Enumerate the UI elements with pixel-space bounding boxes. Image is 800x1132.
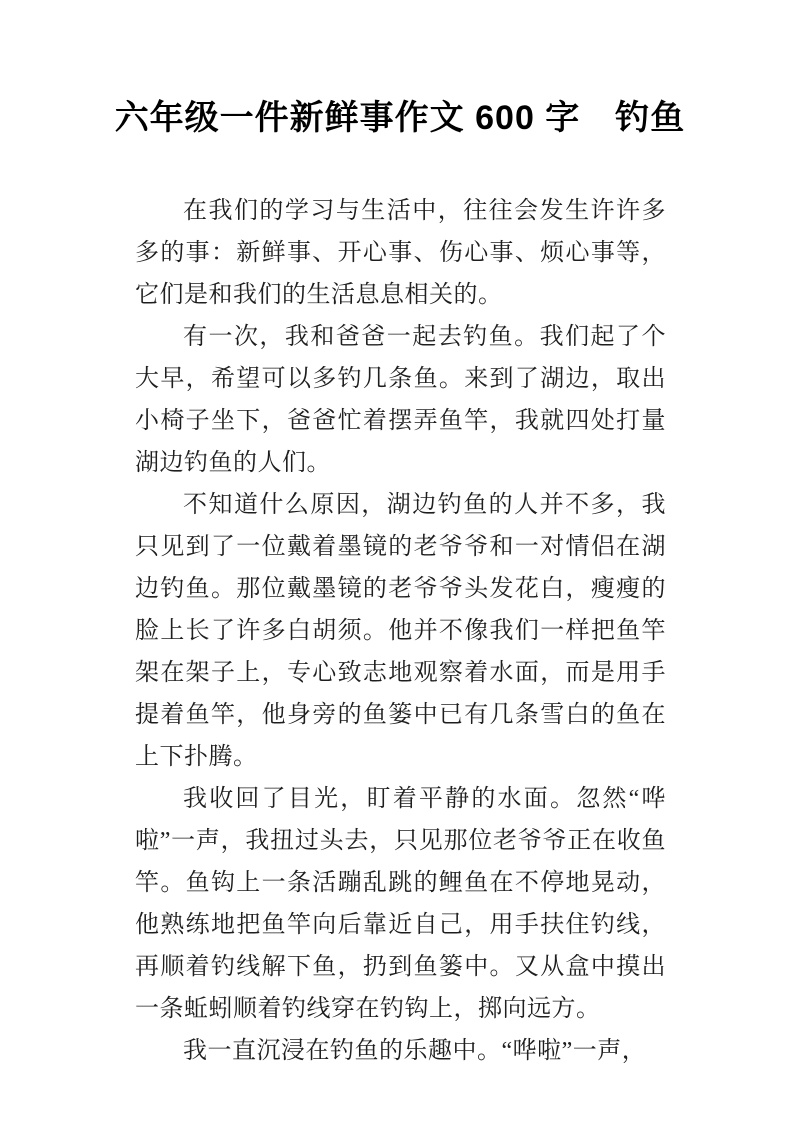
essay-paragraph: 我收回了目光，盯着平静的水面。忽然“哗啦”一声，我扭过头去，只见那位老爷爷正在收鱼竿。鱼钩上一条活蹦乱跳的鲤鱼在不停地晃动，他熟练地把鱼竿向后靠近自己，用手扶住钓线，再顺着钓线解下鱼，扔到鱼篓中。又从盒中摸出一条蚯蚓顺着钓线穿在钓钩上，掷向远方。 [135, 786, 666, 1022]
essay-paragraph: 不知道什么原因，湖边钓鱼的人并不多，我只见到了一位戴着墨镜的老爷爷和一对情侣在湖边钓鱼。那位戴墨镜的老爷爷头发花白，瘦瘦的脸上长了许多白胡须。他并不像我们一样把鱼竿架在架子上，专心致志地观察着水面，而是用手提着鱼竿，他身旁的鱼篓中已有几条雪白的鱼在上下扑腾。 [135, 492, 666, 770]
essay-paragraph: 我一直沉浸在钓鱼的乐趣中。“哗啦”一声， [183, 1038, 647, 1064]
essay-body [0, 190, 800, 1072]
essay-paragraph: 有一次，我和爸爸一起去钓鱼。我们起了个大早，希望可以多钓几条鱼。来到了湖边，取出小椅子坐下，爸爸忙着摆弄鱼竿，我就四处打量湖边钓鱼的人们。 [135, 324, 666, 476]
essay-paragraph: 在我们的学习与生活中，往往会发生许许多多的事：新鲜事、开心事、伤心事、烦心事等，它们是和我们的生活息息相关的。 [135, 198, 666, 308]
essay-title: 六年级一件新鲜事作文 600 字 钓鱼 [114, 99, 686, 137]
